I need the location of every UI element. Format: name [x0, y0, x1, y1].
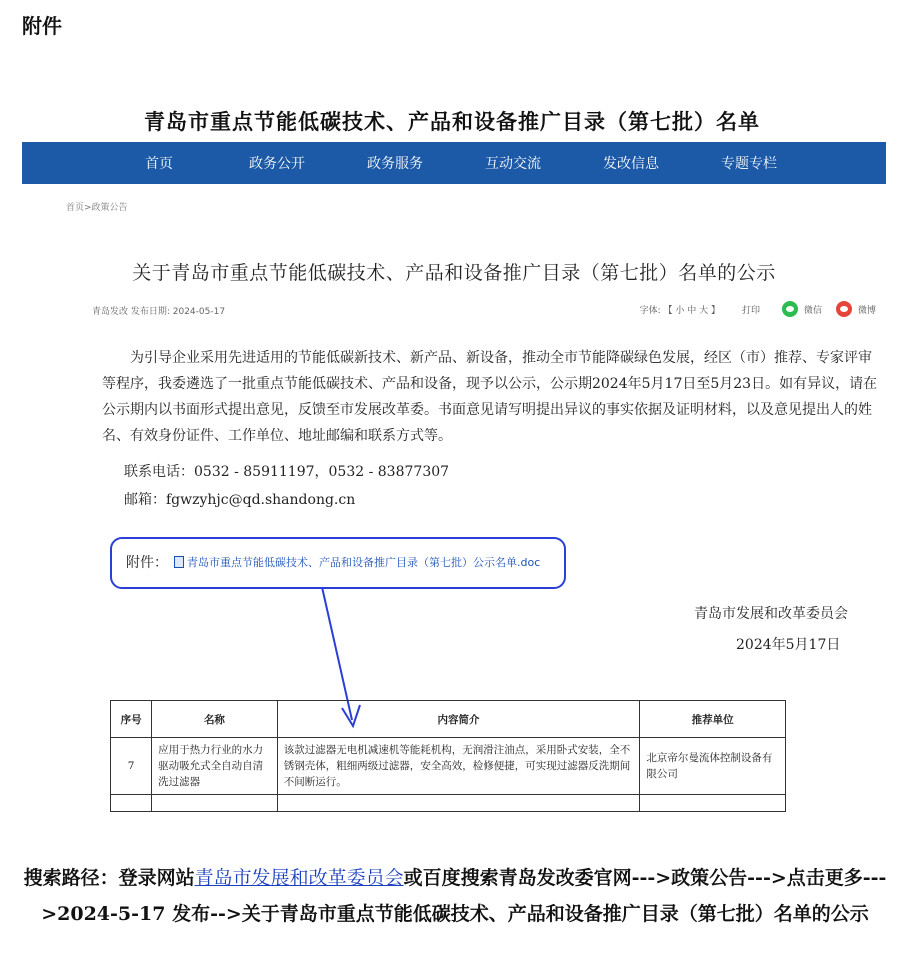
contact-email: 邮箱：fgwzyhjc@qd.shandong.cn	[124, 492, 356, 508]
notice-paragraph: 为引导企业采用先进适用的节能低碳新技术、新产品、新设备，推动全市节能降碳绿色发展，经区（市）推荐、专家评审等程序，我委遴选了一批重点节能低碳技术、产品和设备，现予以公示，公示期2024年5月17日至5月23日。如有异议，请在公示期内以书面形式提出意见，反馈至市发展改革委。书面意见请写明提出异议的事实依据及证明材料，以及意见提出人的姓名、有效身份证件、工作单位、地址邮编和联系方式等。	[102, 350, 878, 444]
cell-unit: 北京帝尔曼流体控制设备有限公司	[640, 738, 786, 795]
website-screenshot	[22, 142, 886, 810]
candidate-table	[110, 700, 786, 812]
attachment-heading: 附件	[22, 14, 62, 38]
font-size-selector[interactable]: 字体: 【 小 中 大 】	[639, 305, 720, 316]
wechat-share-label[interactable]: 微信	[803, 305, 822, 316]
nav-item-interaction[interactable]: 互动交流	[485, 156, 541, 172]
cell-desc: 该款过滤器无电机减速机等能耗机构，无润滑注油点，采用卧式安装，全不锈钢壳体，粗细两级过滤器，安全高效，检修便捷，可实现过滤器反洗期间不间断运行。	[277, 738, 640, 795]
breadcrumb[interactable]: 首页>政策公告	[66, 203, 128, 213]
footer-suffix: 或百度搜索青岛发改委官网--->政策公告--->点击更多--->2024-5-17 发布-->关于青岛市重点节能低碳技术、产品和设备推广目录（第七批）名单的公示	[41, 867, 887, 925]
col-header-unit: 推荐单位	[640, 701, 786, 738]
nav-item-gov-affairs[interactable]: 政务公开	[249, 156, 305, 172]
col-header-name: 名称	[152, 701, 278, 738]
attachment-label: 附件：	[126, 555, 168, 571]
cell-name: 应用于热力行业的水力驱动吸允式全自动自清洗过滤器	[152, 738, 278, 795]
publish-meta: 青岛发改 发布日期: 2024-05-17	[92, 307, 226, 317]
sign-date: 2024年5月17日	[736, 637, 841, 653]
table-row	[111, 738, 786, 795]
footer-prefix: 搜索路径：登录网站	[23, 867, 195, 889]
cell-index: 7	[111, 738, 152, 795]
contact-phone: 联系电话：0532 - 85911197，0532 - 83877307	[124, 464, 450, 480]
document-title: 青岛市重点节能低碳技术、产品和设备推广目录（第七批）名单	[144, 109, 760, 134]
search-path-instructions	[20, 860, 890, 932]
footer-site-link[interactable]: 青岛市发展和改革委员会	[194, 867, 404, 889]
nav-item-reform-info[interactable]: 发改信息	[603, 156, 659, 172]
col-header-index: 序号	[111, 701, 152, 738]
weibo-share-label[interactable]: 微博	[857, 305, 876, 316]
table-row-partial	[111, 795, 786, 812]
nav-item-topics[interactable]: 专题专栏	[721, 156, 777, 172]
signer: 青岛市发展和改革委员会	[694, 606, 848, 622]
nav-item-home[interactable]: 首页	[145, 156, 173, 172]
attachment-file-name[interactable]: 青岛市重点节能低碳技术、产品和设备推广目录（第七批）公示名单.doc	[187, 556, 541, 569]
table-header-row	[111, 701, 786, 738]
nav-item-gov-services[interactable]: 政务服务	[367, 156, 423, 172]
notice-title: 关于青岛市重点节能低碳技术、产品和设备推广目录（第七批）名单的公示	[132, 262, 776, 284]
print-button[interactable]: 打印	[741, 305, 760, 316]
col-header-desc: 内容简介	[277, 701, 640, 738]
